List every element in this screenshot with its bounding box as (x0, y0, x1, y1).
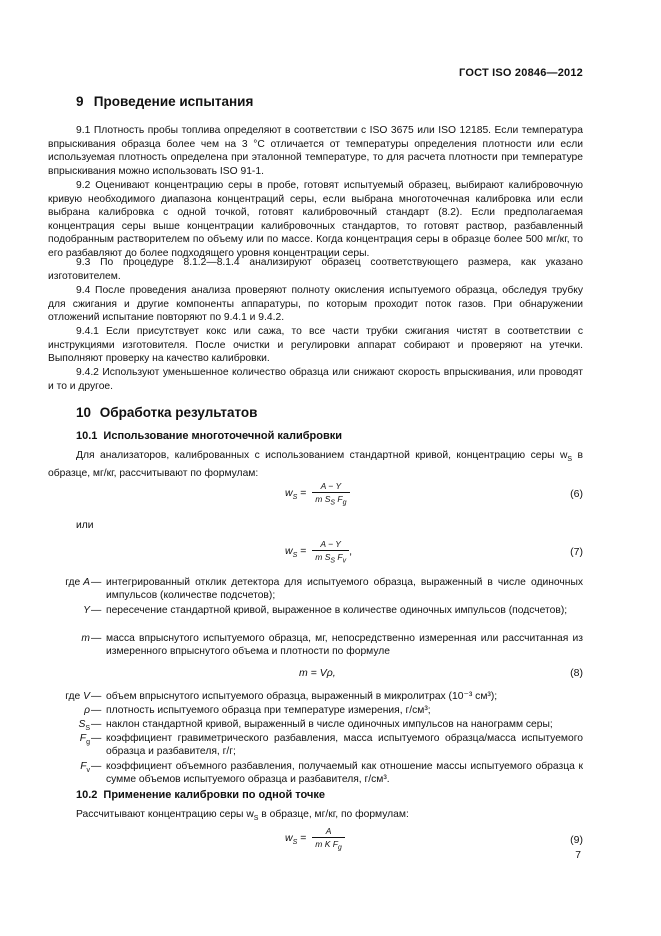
or-text: или (76, 520, 94, 531)
paragraph-9-3: 9.3 По процедуре 8.1.2—8.1.4 анализируют образец соответствующего размера, как указано изготовителем. (48, 257, 583, 282)
paragraph-9-2: 9.2 Оценивают концентрацию серы в пробе, готовят испытуемый образец, выбирают калибровочную кривую необходимого диапазона концентраций серы, если выбрана многоточечная калибровка или если выбрана калибровка с одной точкой, готовят калибровочный стандарт (8.2). Если предполагаемая концентрация серы выше концентрации калибровочных стандартов, то готовят раствор, разбавленный подобранным растворителем по объему или по массе. Когда концентрация серы в образце более 500 мг/кг, то его разбавляют до более подходящего уровня концентрации серы. (48, 180, 583, 259)
section-title: Обработка результатов (99, 405, 258, 420)
paragraph-9-4-1: 9.4.1 Если присутствует кокс или сажа, то все части трубки сжигания чистят в соответствии с инструкциями изготовителя. После очистки и регулировки аппарат собирают и проверяют на утечки. Выполняют проверку на качество калибровки. (48, 326, 583, 365)
subsection-10-1-heading: 10.1 Использование многоточечной калибровки (76, 430, 343, 442)
definition-Fv: $F_v$ — коэффициент объемного разбавления, получаемый как отношение массы испытуемого образца к сумме объемов испытуемого образца и разбавителя, г/см³. (80, 761, 583, 786)
standard-code-header: ГОСТ ISO 20846—2012 (459, 67, 583, 79)
paragraph-9-4-2: 9.4.2 Используют уменьшенное количество образца или снижают скорость впрыскивания, или проводят и то и другое. (48, 367, 583, 392)
paragraph-9-1: 9.1 Плотность пробы топлива определяют в соответствии с ISO 3675 или ISO 12185. Если температура впрыскивания образца более чем на 3 °С отличается от температуры определения плотности или если используемая плотность определена при эталонной температуре, то для расчета плотности при температуре впрыскивания можно использовать ISO 91-1. (48, 125, 583, 177)
page-number: 7 (575, 850, 581, 861)
formula-6: $w_S$ = $\frac{A - Y}{m S_S F_g}$ (285, 481, 350, 507)
formula-9: $w_S$ = $\frac{A}{m K F_g}$ (285, 826, 345, 852)
equation-number-7: (7) (570, 546, 583, 558)
paragraph-10-2-intro: Рассчитывают концентрацию серы $w_S$ в образце, мг/кг, по формулам: (76, 809, 409, 823)
fraction: $\frac{A}{m K F_g}$ (312, 826, 345, 852)
subsection-10-2-heading: 10.2 Применение калибровки по одной точке (76, 789, 325, 801)
definition-V: где V — объем впрыснутого испытуемого образца, выраженный в микролитрах (10⁻³ см³); (65, 691, 498, 702)
equation-number-8: (8) (570, 667, 583, 679)
definition-S: $S_S$ — наклон стандартной кривой, выраженный в числе одиночных импульсов на нанограмм серы; (78, 719, 553, 733)
definition-Fg: $F_g$ — коэффициент гравиметрического разбавления, масса испытуемого образца/масса испытуемого образца и разбавителя, г/г; (79, 733, 583, 758)
section-number: 9 (76, 94, 84, 109)
section-number: 10 (76, 405, 92, 420)
paragraph-10-1-intro: Для анализаторов, калиброванных с использованием стандартной кривой, концентрацию серы $w_S$ в образце, мг/кг, рассчитывают по формулам: (48, 450, 583, 479)
section-9-heading (76, 94, 253, 109)
formula-8: m = Vρ, (299, 667, 336, 679)
equation-number-6: (6) (570, 488, 583, 500)
paragraph-9-4: 9.4 После проведения анализа проверяют полноту окисления испытуемого образца, обследуя трубку для сжигания и другие компоненты аппаратуры, по которым проходит поток газов. При обнаружении отложений испытание повторяют по 9.4.1 и 9.4.2. (48, 285, 583, 324)
definition-rho: ρ — плотность испытуемого образца при температуре измерения, г/см³; (84, 705, 431, 716)
formula-7: $w_S$ = $\frac{A - Y}{m S_S F_v}$ , (285, 539, 353, 565)
equation-number-9: (9) (570, 834, 583, 846)
section-10-heading (76, 405, 257, 420)
definition-m: m — масса впрыснутого испытуемого образца, мг, непосредственно измеренная или рассчитанная из измеренного впрыснутого объема и плотности по формуле (81, 633, 583, 658)
section-title: Проведение испытания (93, 94, 254, 109)
fraction: $\frac{A - Y}{m S_S F_g}$ (312, 481, 349, 507)
definition-Y: Y — пересечение стандартной кривой, выраженное в количестве одиночных импульсов (подсчетов); (83, 605, 568, 616)
fraction: $\frac{A - Y}{m S_S F_v}$ (312, 539, 349, 565)
definition-A: где A — интегрированный отклик детектора для испытуемого образца, выраженный в числе одиночных импульсов (количестве подсчетов); (65, 577, 583, 602)
